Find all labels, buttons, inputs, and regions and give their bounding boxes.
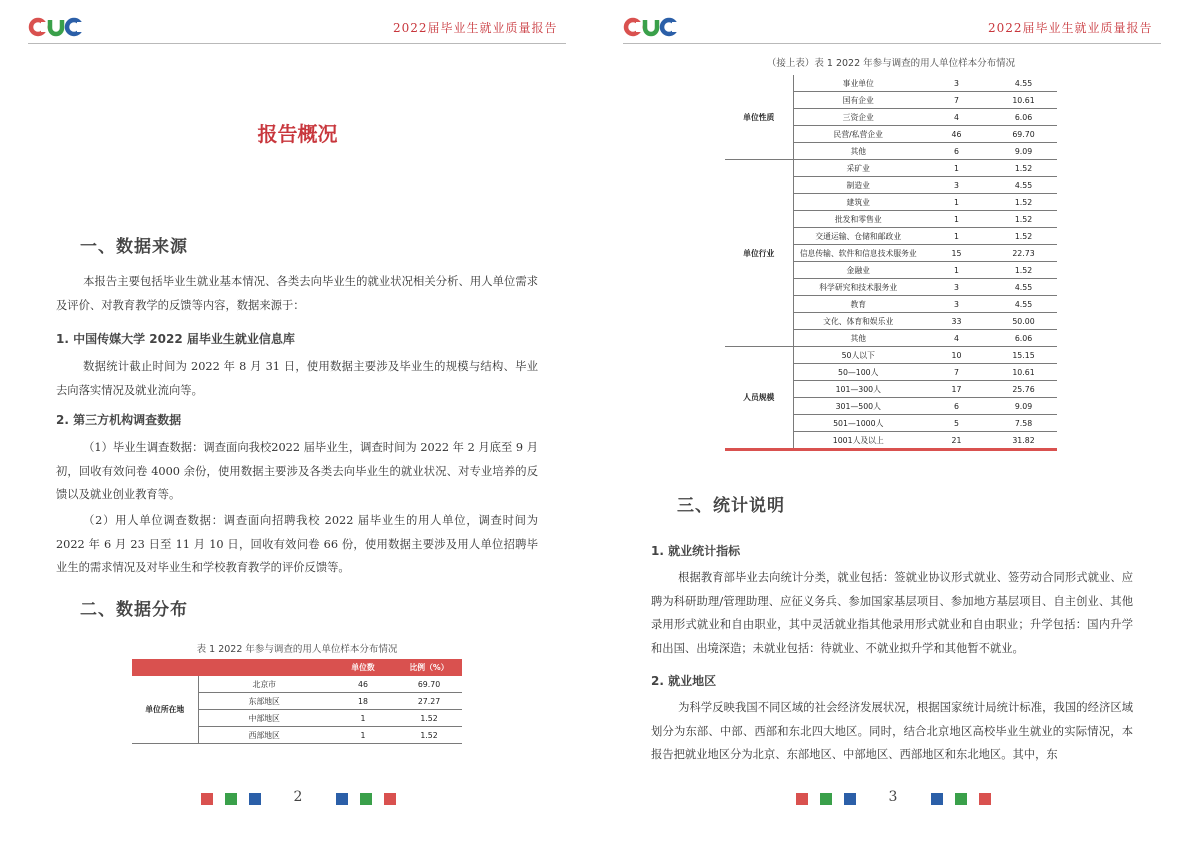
page-number: 3 (888, 789, 898, 805)
table-cell-count: 7 (923, 364, 990, 381)
footer-decoration-right (336, 793, 396, 805)
report-title: 报告概况 (257, 122, 338, 146)
table-cell-count: 1 (923, 211, 990, 228)
table-caption: 表 1 2022 年参与调查的用人单位样本分布情况 (196, 644, 398, 655)
table-header-cell (198, 659, 330, 676)
table-cell-ratio: 27.27 (396, 693, 462, 710)
table-cell-ratio: 10.61 (990, 364, 1057, 381)
table-header-cell (132, 659, 198, 676)
table-cell-count: 7 (923, 92, 990, 109)
footer-square (384, 793, 396, 805)
table-cell-category: 文化、体育和娱乐业 (793, 313, 923, 330)
paragraph-intro: 本报告主要包括毕业生就业基本情况、各类去向毕业生的就业状况相关分析、用人单位需求及评价、对教育教学的反馈等内容，数据来源于： (56, 275, 538, 312)
table-cell-ratio: 1.52 (990, 262, 1057, 279)
table-cell-category: 中部地区 (198, 710, 330, 727)
table-cell-ratio: 50.00 (990, 313, 1057, 330)
table-cell-category: 信息传输、软件和信息技术服务业 (793, 245, 923, 262)
table-cell-count: 1 (923, 228, 990, 245)
table-cell-category: 金融业 (793, 262, 923, 279)
table-row (725, 75, 1057, 92)
table-cell-ratio: 10.61 (990, 92, 1057, 109)
table-cell-category: 教育 (793, 296, 923, 313)
table-cell-category: 301—500人 (793, 398, 923, 415)
table-cell-ratio: 4.55 (990, 296, 1057, 313)
table-cell-count: 3 (923, 177, 990, 194)
table-cell-ratio: 31.82 (990, 432, 1057, 450)
table-cell-count: 21 (923, 432, 990, 450)
paragraph-graduate-survey: （1）毕业生调查数据：调查面向我校2022 届毕业生，调查时间为 2022 年 2 月底至 9 月初，回收有效问卷 4000 余份，使用数据主要涉及各类去向毕业生的就业状况、对专业培养的反馈以及就业创业教育等。 (56, 441, 538, 501)
table-row (725, 347, 1057, 364)
table-cell-count: 1 (923, 262, 990, 279)
table-cell-count: 18 (330, 693, 396, 710)
table-cell-ratio: 4.55 (990, 177, 1057, 194)
table-cell-count: 33 (923, 313, 990, 330)
table-cell-ratio: 1.52 (990, 211, 1057, 228)
table-cell-ratio: 7.58 (990, 415, 1057, 432)
paragraph-employer-survey: （2）用人单位调查数据：调查面向招聘我校 2022 届毕业生的用人单位，调查时间为 2022 年 6 月 23 日至 11 月 10 日，回收有效问卷 66 份，使用数据主要涉及用人单位招聘毕业生的需求情况及对毕业生和学校教育教学的评价反馈等。 (56, 514, 538, 574)
section-heading-data-source: 一、数据来源 (80, 237, 188, 257)
table-cell-count: 4 (923, 109, 990, 126)
table-cell-ratio: 1.52 (990, 194, 1057, 211)
table-cell-category: 事业单位 (793, 75, 923, 92)
table-cell-ratio: 1.52 (396, 727, 462, 744)
table-cell-count: 6 (923, 398, 990, 415)
page-number: 2 (293, 789, 303, 805)
table-cell-count: 5 (923, 415, 990, 432)
footer-square (820, 793, 832, 805)
subheading-employment-region: 2. 就业地区 (651, 674, 717, 688)
table-cell-category: 民营/私营企业 (793, 126, 923, 143)
table-cell-count: 1 (330, 727, 396, 744)
table-cell-category: 501—1000人 (793, 415, 923, 432)
table-cell-category: 东部地区 (198, 693, 330, 710)
table-header-count: 单位数 (330, 659, 396, 676)
paragraph-employment-indicators: 根据教育部毕业去向统计分类，就业包括：签就业协议形式就业、签劳动合同形式就业、应聘为科研助理/管理助理、应征义务兵、参加国家基层项目、参加地方基层项目、自主创业、其他录用形式就业和自由职业，其中灵活就业指其他录用形式就业和自由职业；升学包括：国内升学和出国、出境深造；未就业包括：待就业、不就业拟升学和其他暂不就业。 (651, 571, 1133, 655)
footer-decoration-right (931, 793, 991, 805)
table-header-ratio: 比例（%） (396, 659, 462, 676)
table-group-label: 单位所在地 (132, 676, 198, 744)
table-cell-ratio: 9.09 (990, 143, 1057, 160)
paragraph-info-db: 数据统计截止时间为 2022 年 8 月 31 日，使用数据主要涉及毕业生的规模与结构、毕业去向落实情况及就业流向等。 (56, 360, 538, 397)
table-cell-category: 101—300人 (793, 381, 923, 398)
footer-decoration-left (201, 793, 261, 805)
table-cell-ratio: 22.73 (990, 245, 1057, 262)
header-divider (623, 43, 1161, 44)
footer-square (336, 793, 348, 805)
table-cell-category: 采矿业 (793, 160, 923, 177)
table-cell-ratio: 1.52 (990, 228, 1057, 245)
table-cell-ratio: 69.70 (990, 126, 1057, 143)
table-cell-ratio: 69.70 (396, 676, 462, 693)
footer-square (796, 793, 808, 805)
footer-decoration-left (796, 793, 856, 805)
table-cell-ratio: 6.06 (990, 109, 1057, 126)
table-cell-count: 3 (923, 296, 990, 313)
table-cell-category: 三资企业 (793, 109, 923, 126)
table-cell-count: 46 (923, 126, 990, 143)
table-cell-count: 1 (330, 710, 396, 727)
table-cell-category: 1001人及以上 (793, 432, 923, 450)
table-group-label: 人员规模 (725, 347, 793, 450)
table-cell-category: 批发和零售业 (793, 211, 923, 228)
table-cell-category: 50人以下 (793, 347, 923, 364)
header-title: 2022届毕业生就业质量报告 (393, 21, 558, 35)
table-row (725, 160, 1057, 177)
right-page (595, 0, 1190, 841)
table-cell-count: 3 (923, 75, 990, 92)
table-cell-count: 15 (923, 245, 990, 262)
footer-square (931, 793, 943, 805)
footer-square (844, 793, 856, 805)
table-cell-ratio: 4.55 (990, 75, 1057, 92)
table-row (132, 676, 462, 693)
table-cell-count: 10 (923, 347, 990, 364)
footer-square (360, 793, 372, 805)
header-divider (28, 43, 566, 44)
footer-square (979, 793, 991, 805)
table-cell-category: 其他 (793, 330, 923, 347)
cuc-logo (623, 16, 679, 38)
table-cell-category: 科学研究和技术服务业 (793, 279, 923, 296)
cuc-logo (28, 16, 84, 38)
table-cell-ratio: 15.15 (990, 347, 1057, 364)
table-cell-category: 50—100人 (793, 364, 923, 381)
subheading-third-party: 2. 第三方机构调查数据 (56, 413, 182, 427)
table-cell-ratio: 4.55 (990, 279, 1057, 296)
table-cell-ratio: 1.52 (396, 710, 462, 727)
table-caption-continued: （接上表）表 1 2022 年参与调查的用人单位样本分布情况 (766, 58, 1016, 69)
footer-square (225, 793, 237, 805)
table-cell-ratio: 6.06 (990, 330, 1057, 347)
table-cell-category: 西部地区 (198, 727, 330, 744)
table-cell-category: 北京市 (198, 676, 330, 693)
table-cell-category: 建筑业 (793, 194, 923, 211)
header-title: 2022届毕业生就业质量报告 (988, 21, 1153, 35)
table-group-label: 单位行业 (725, 160, 793, 347)
table-cell-count: 4 (923, 330, 990, 347)
footer-square (201, 793, 213, 805)
table-cell-count: 17 (923, 381, 990, 398)
table-cell-count: 1 (923, 160, 990, 177)
table-cell-count: 6 (923, 143, 990, 160)
paragraph-employment-region: 为科学反映我国不同区域的社会经济发展状况，根据国家统计局统计标准，我国的经济区域划分为东部、中部、西部和东北四大地区。同时，结合北京地区高校毕业生就业的实际情况，本报告把就业地区分为北京、东部地区、中部地区、西部地区和东北地区。其中，东 (651, 701, 1133, 761)
table-header-row (132, 659, 462, 676)
table-cell-count: 3 (923, 279, 990, 296)
table-cell-ratio: 1.52 (990, 160, 1057, 177)
subheading-employment-indicators: 1. 就业统计指标 (651, 544, 741, 558)
footer-square (955, 793, 967, 805)
footer-square (249, 793, 261, 805)
table-cell-ratio: 25.76 (990, 381, 1057, 398)
table-cell-category: 国有企业 (793, 92, 923, 109)
table-cell-count: 46 (330, 676, 396, 693)
section-heading-statistics: 三、统计说明 (677, 496, 785, 516)
table-cell-ratio: 9.09 (990, 398, 1057, 415)
section-heading-data-distribution: 二、数据分布 (80, 600, 188, 620)
table-cell-category: 其他 (793, 143, 923, 160)
table-cell-category: 制造业 (793, 177, 923, 194)
subheading-info-db: 1. 中国传媒大学 2022 届毕业生就业信息库 (56, 332, 295, 346)
table-cell-count: 1 (923, 194, 990, 211)
sample-table-location (132, 659, 462, 744)
table-group-label: 单位性质 (725, 75, 793, 160)
table-cell-category: 交通运输、仓储和邮政业 (793, 228, 923, 245)
sample-table-continued (725, 75, 1057, 451)
